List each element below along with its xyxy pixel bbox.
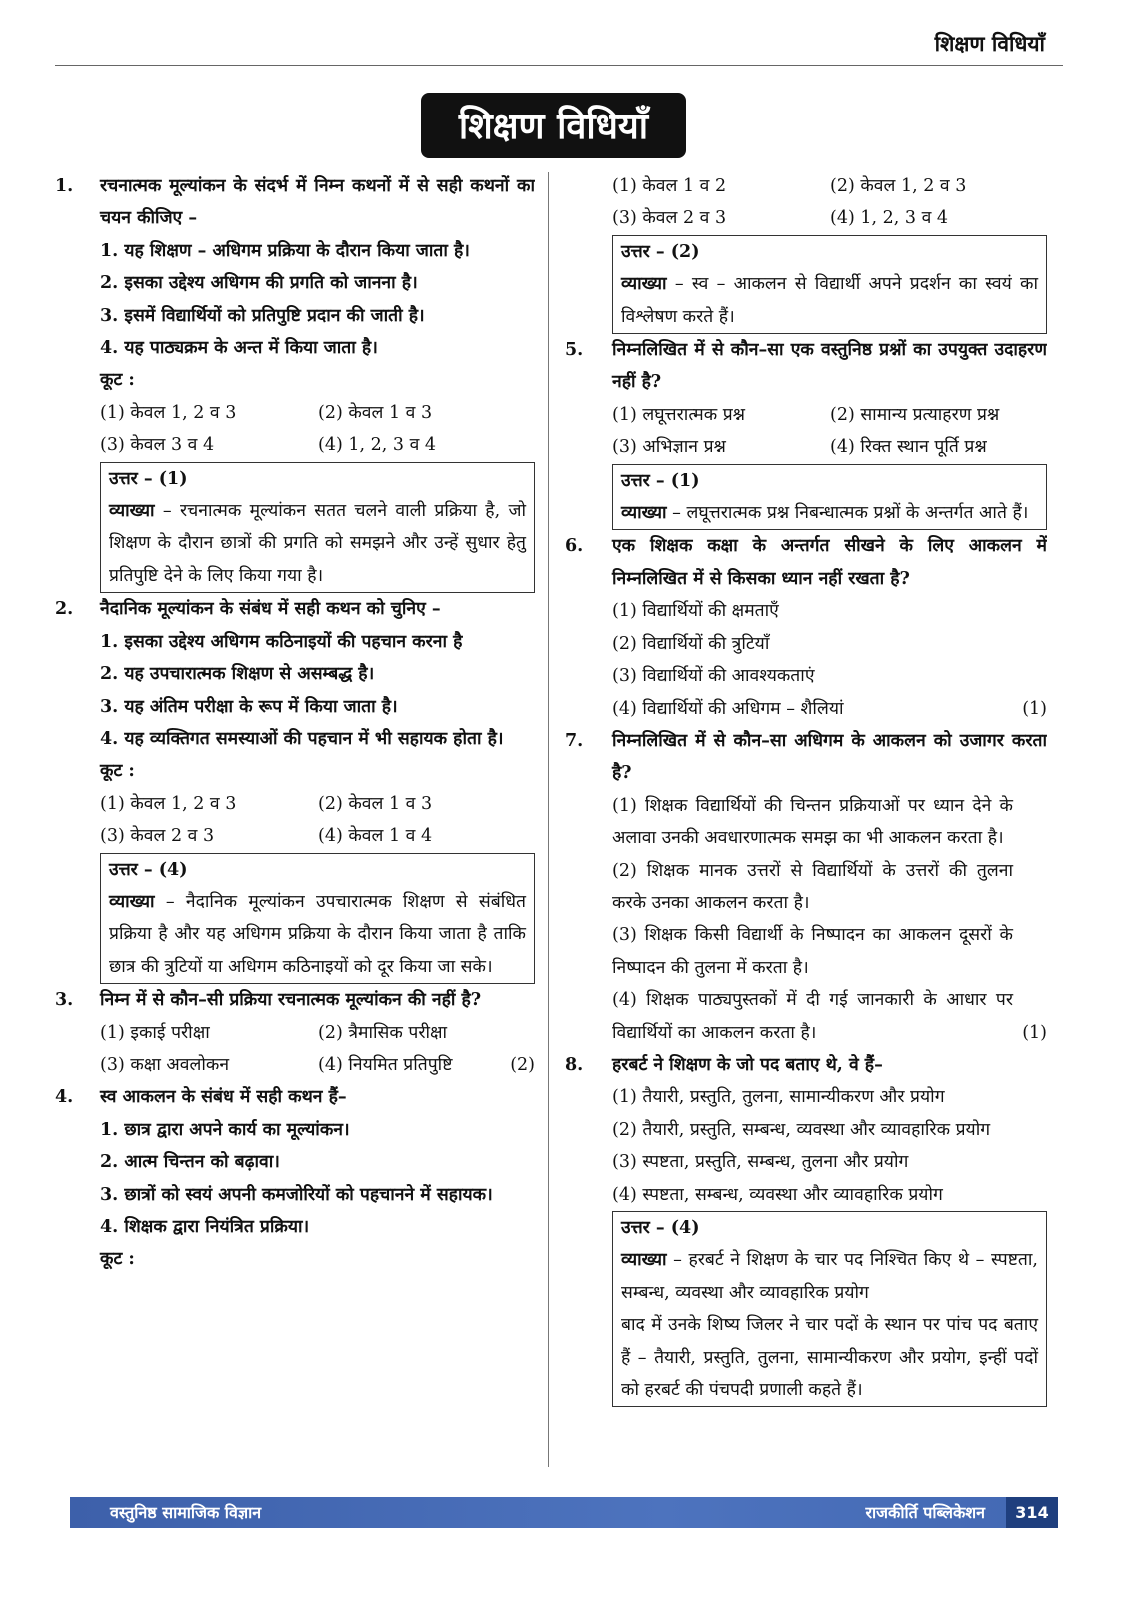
option: (2) तैयारी, प्रस्तुति, सम्बन्ध, व्यवस्था और व्यावहारिक प्रयोग [612,1119,991,1140]
question-stem: स्व आकलन के संबंध में सही कथन हैं– [100,1087,347,1108]
explanation-label: व्याख्या [109,501,155,522]
footer-book-title: वस्तुनिष्ठ सामाजिक विज्ञान [110,1503,262,1522]
question-body [100,593,535,984]
option: (4) 1, 2, 3 व 4 [318,435,436,456]
statement: 2. यह उपचारात्मक शिक्षण से असम्बद्ध है। [100,664,375,685]
question-stem: निम्नलिखित में से कौन–सा एक वस्तुनिष्ठ प्रश्नों का उपयुक्त उदाहरण नहीं है? [612,340,1047,393]
question-1 [55,170,535,593]
question-body [612,725,1047,1049]
option: (2) सामान्य प्रत्याहरण प्रश्न [830,404,1000,425]
explanation-label: व्याख्या [109,891,155,912]
option: (2) केवल 1 व 3 [318,402,433,423]
option: (2) केवल 1, 2 व 3 [830,176,967,196]
answer-box [100,462,535,594]
right-column [565,170,1047,1468]
statement: 4. यह व्यक्तिगत समस्याओं की पहचान में भी सहायक होता है। [100,728,504,749]
explanation-label: व्याख्या [621,274,667,295]
statement: 1. यह शिक्षण – अधिगम प्रक्रिया के दौरान किया जाता है। [100,240,470,261]
option: (1) केवल 1 व 2 [612,176,727,196]
code-label: कूट : [100,1249,135,1270]
option: (3) केवल 3 व 4 [100,435,215,456]
question-2 [55,593,535,984]
option: (2) विद्यार्थियों की त्रुटियाँ [612,633,770,654]
question-stem: निम्नलिखित में से कौन–सा अधिगम के आकलन को उजागर करता है? [612,730,1047,784]
question-body [612,530,1047,724]
option: (4) रिक्त स्थान पूर्ति प्रश्न [830,437,987,458]
option: (3) केवल 2 व 3 [612,208,727,229]
question-number: 8. [565,1054,584,1075]
question-body [612,334,1047,530]
option: (4) स्पष्टता, सम्बन्ध, व्यवस्था और व्यावहारिक प्रयोग [612,1184,943,1205]
option: (4) विद्यार्थियों की अधिगम – शैलियां [612,698,844,719]
question-number: 4. [55,1087,74,1108]
footer-bar [70,1497,1058,1528]
statement: 3. छात्रों को स्वयं अपनी कमजोरियों को पहचानने में सहायक। [100,1184,493,1205]
question-6 [565,530,1047,724]
code-label: कूट : [100,761,135,782]
statement: 2. आत्म चिन्तन को बढ़ावा। [100,1152,280,1173]
statement: 3. यह अंतिम परीक्षा के रूप में किया जाता है। [100,696,398,717]
option: (4) केवल 1 व 4 [318,826,433,847]
answer-box [612,235,1047,334]
question-number: 2. [55,599,74,620]
explanation [621,268,1038,333]
option: (1) विद्यार्थियों की क्षमताएँ [612,601,779,622]
option: (4) नियमित प्रतिपुष्टि [318,1054,453,1075]
statement: 3. इसमें विद्यार्थियों को प्रतिपुष्टि प्रदान की जाती है। [100,305,425,326]
explanation [109,886,526,983]
option: (2) केवल 1 व 3 [318,793,433,814]
explanation [109,495,526,592]
question-number: 3. [55,990,74,1011]
explanation [621,1244,1038,1309]
answer-label: उत्तर – (1) [621,470,700,491]
question-body [612,1049,1047,1407]
explanation-text: – हरबर्ट ने शिक्षण के चार पद निश्चित किए थे – स्पष्टता, सम्बन्ध, व्यवस्था और व्यावहारिक प्रयोग [621,1250,1038,1303]
option: (1) इकाई परीक्षा [100,1022,210,1043]
footer-publisher: राजकीर्ति पब्लिकेशन [865,1503,985,1522]
question-number: 5. [565,340,584,361]
answer-label: उत्तर – (2) [621,241,700,262]
answer-box [612,1211,1047,1407]
page-number: 314 [1006,1497,1058,1528]
explanation [621,497,1038,529]
option: (1) शिक्षक विद्यार्थियों की चिन्तन प्रक्रियाओं पर ध्यान देने के अलावा उनकी अवधारणात्मक समझ का भी आकलन करता है। [612,795,1013,849]
question-8 [565,1049,1047,1407]
question-stem: हरबर्ट ने शिक्षण के जो पद बताए थे, वे हैं– [612,1054,883,1075]
question-number: 6. [565,536,584,557]
question-4 [55,1081,535,1275]
option: (4) शिक्षक पाठ्यपुस्तकों में दी गई जानकारी के आधार पर विद्यार्थियों का आकलन करता है। [612,990,1013,1043]
option: (3) शिक्षक किसी विद्यार्थी के निष्पादन का आकलन दूसरों के निष्पादन की तुलना में करता है। [612,925,1013,978]
options-grid [100,397,535,462]
option: (4) 1, 2, 3 व 4 [830,208,948,229]
question-stem: नैदानिक मूल्यांकन के संबंध में सही कथन को चुनिए – [100,599,441,620]
options-grid [100,1017,535,1049]
explanation-continued: बाद में उनके शिष्य जिलर ने चार पदों के स्थान पर पांच पद बताए हैं – तैयारी, प्रस्तुति, तुलना, सामान्यीकरण और प्रयोग, इन्हीं पदों को हरबर्ट की पंचपदी प्रणाली कहते हैं। [621,1315,1038,1401]
explanation-text: – रचनात्मक मूल्यांकन सतत चलने वाली प्रक्रिया है, जो शिक्षण के दौरान छात्रों की प्रगति को समझने और उन्हें सुधार हेतु प्रतिपुष्टि देने के लिए किया गया है। [109,501,526,586]
statement: 1. इसका उद्देश्य अधिगम कठिनाइयों की पहचान करना है [100,631,463,652]
option: (1) लघूत्तरात्मक प्रश्न [612,404,746,425]
answer-label: उत्तर – (4) [109,859,188,880]
question-body [100,984,535,1081]
option: (1) केवल 1, 2 व 3 [100,402,237,423]
inline-answer: (2) [510,1054,535,1075]
question-7 [565,725,1047,1049]
option-row [612,984,1047,1049]
answer-box [100,853,535,985]
explanation-label: व्याख्या [621,503,667,524]
chapter-title: शिक्षण विधियाँ [458,104,649,147]
option: (3) कक्षा अवलोकन [100,1054,230,1075]
header-rule [55,65,1063,66]
answer-label: उत्तर – (4) [621,1218,700,1238]
options-grid [100,788,535,853]
option: (3) अभिज्ञान प्रश्न [612,437,726,458]
chapter-title-box [421,93,686,158]
options-grid [100,1049,535,1081]
left-column [55,170,535,1468]
column-divider [548,172,549,1467]
statement: 2. इसका उद्देश्य अधिगम की प्रगति को जानना है। [100,273,418,294]
option: (1) केवल 1, 2 व 3 [100,793,237,814]
question-5 [565,334,1047,530]
answer-box [612,464,1047,531]
explanation-text: – नैदानिक मूल्यांकन उपचारात्मक शिक्षण से संबंधित प्रक्रिया है और यह अधिगम प्रक्रिया के दौरान किया जाता है ताकि छात्र की त्रुटियों या अधिगम कठिनाइयों को दूर किया जा सके। [109,891,526,977]
code-label: कूट : [100,370,135,391]
statement: 4. शिक्षक द्वारा नियंत्रित प्रक्रिया। [100,1217,310,1237]
question-stem: रचनात्मक मूल्यांकन के संदर्भ में निम्न कथनों में से सही कथनों का चयन कीजिए – [100,176,535,229]
option: (1) तैयारी, प्रस्तुति, तुलना, सामान्यीकरण और प्रयोग [612,1087,945,1108]
statement: 4. यह पाठ्यक्रम के अन्त में किया जाता है। [100,338,378,359]
option: (2) त्रैमासिक परीक्षा [318,1022,448,1043]
question-body [100,1081,535,1275]
options-grid [612,399,1047,464]
answer-label: उत्तर – (1) [109,468,188,489]
explanation-label: व्याख्या [621,1250,667,1271]
inline-answer: (1) [1022,1022,1047,1043]
option: (2) शिक्षक मानक उत्तरों से विद्यार्थियों के उत्तरों की तुलना करके उनका आकलन करता है। [612,860,1013,913]
option: (3) विद्यार्थियों की आवश्यकताएं [612,666,815,687]
running-header-title: शिक्षण विधियाँ [934,31,1045,56]
question-4-continued [612,170,1047,334]
options-grid [612,170,1047,235]
explanation-text: – स्व – आकलन से विद्यार्थी अपने प्रदर्शन का स्वयं का विश्लेषण करते हैं। [621,274,1038,327]
explanation-text: – लघूत्तरात्मक प्रश्न निबन्धात्मक प्रश्नों के अन्तर्गत आते हैं। [666,503,1029,524]
option-row [612,693,1047,725]
question-stem: निम्न में से कौन–सी प्रक्रिया रचनात्मक मूल्यांकन की नहीं है? [100,990,482,1011]
question-number: 7. [565,730,584,751]
question-stem: एक शिक्षक कक्षा के अन्तर्गत सीखने के लिए आकलन में निम्नलिखित में से किसका ध्यान नहीं रखता है? [612,536,1047,589]
option: (3) स्पष्टता, प्रस्तुति, सम्बन्ध, तुलना और प्रयोग [612,1152,909,1173]
inline-answer: (1) [1022,698,1047,719]
question-body [100,170,535,593]
statement: 1. छात्र द्वारा अपने कार्य का मूल्यांकन। [100,1119,350,1140]
question-number: 1. [55,176,74,196]
question-3 [55,984,535,1081]
option: (3) केवल 2 व 3 [100,826,215,847]
